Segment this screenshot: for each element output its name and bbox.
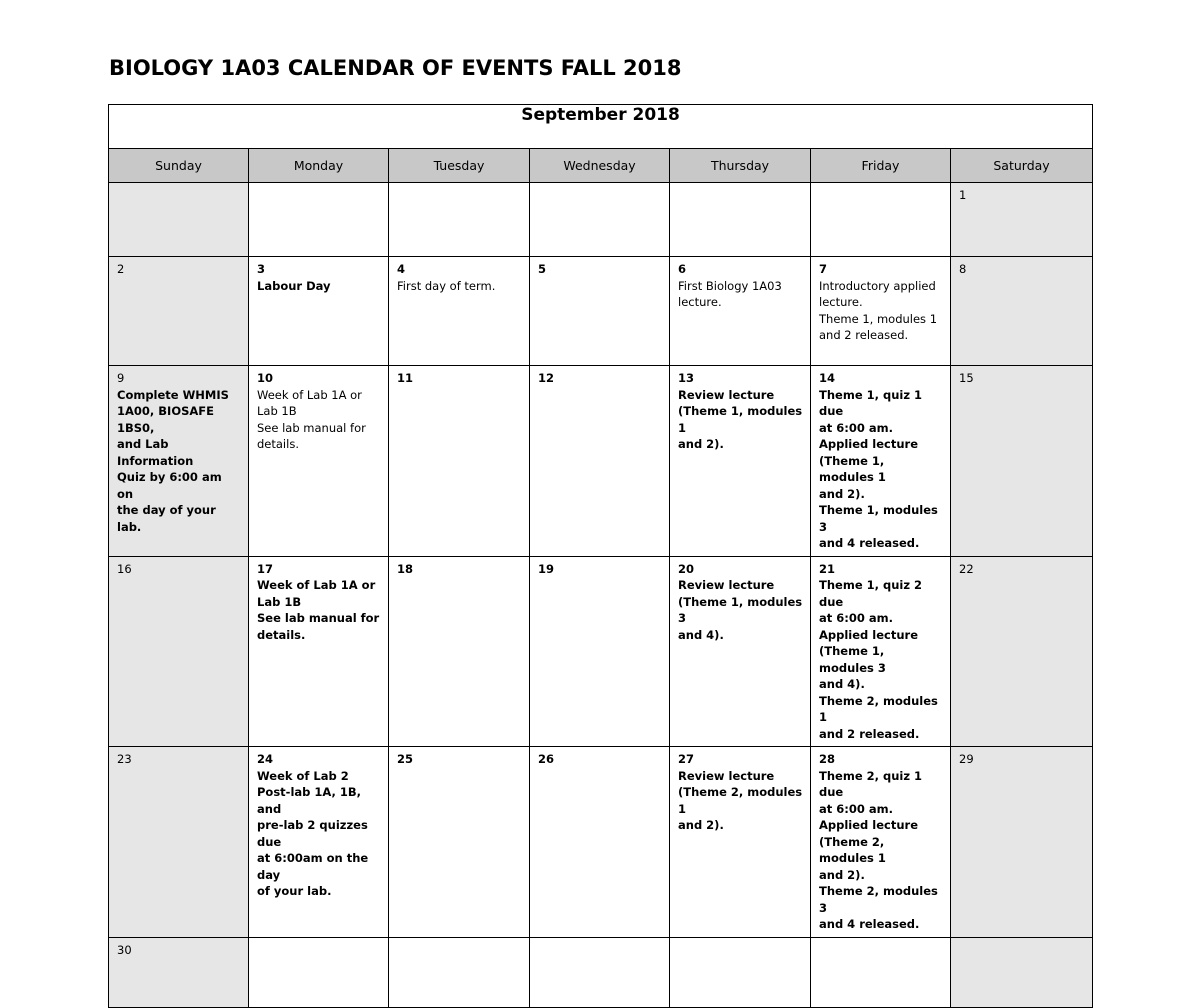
calendar-day-cell (109, 257, 249, 366)
calendar-day-cell (811, 183, 951, 257)
calendar-day-cell (249, 556, 389, 747)
day-events: First Biology 1A03 lecture. (678, 278, 782, 309)
calendar-day-cell (109, 937, 249, 1007)
calendar-day-cell (670, 747, 811, 938)
day-number: 8 (959, 262, 967, 276)
calendar-day-cell (670, 366, 811, 557)
calendar-day-cell (530, 366, 670, 557)
day-number: 10 (257, 371, 274, 385)
calendar-day-cell (109, 366, 249, 557)
calendar-day-cell (389, 937, 530, 1007)
calendar-day-cell (951, 366, 1093, 557)
month-title: September 2018 (109, 105, 1093, 149)
day-number: 17 (257, 561, 274, 576)
calendar-day-cell (389, 366, 530, 557)
calendar-day-cell (951, 556, 1093, 747)
calendar-day-cell (249, 257, 389, 366)
calendar-week-row (109, 183, 1093, 257)
day-number: 21 (819, 561, 836, 576)
calendar-day-cell (670, 183, 811, 257)
day-number: 5 (538, 262, 547, 276)
calendar-day-cell (109, 183, 249, 257)
day-number: 26 (538, 752, 555, 766)
weekday-header-sunday: Sunday (109, 149, 249, 183)
day-number: 13 (678, 371, 695, 385)
day-events: Theme 1, quiz 1 due at 6:00 am. Applied lecture (Theme 1, modules 1 and 2). Theme 1, modules 3 and 4 released. (819, 387, 938, 550)
day-number: 28 (819, 752, 836, 766)
calendar-week-row (109, 257, 1093, 366)
day-events: Theme 1, quiz 2 due at 6:00 am. Applied lecture (Theme 1, modules 3 and 4). Theme 2, modules 1 and 2 released. (819, 578, 938, 741)
calendar-day-cell (109, 556, 249, 747)
page-title: BIOLOGY 1A03 CALENDAR OF EVENTS FALL 2018 (109, 56, 682, 80)
calendar-day-cell (389, 257, 530, 366)
calendar-day-cell (951, 257, 1093, 366)
day-events: Complete WHMIS 1A00, BIOSAFE 1BS0, and Lab Information Quiz by 6:00 am on the day of your lab. (117, 387, 229, 534)
calendar-day-cell (811, 556, 951, 747)
day-events: Review lecture (Theme 2, modules 1 and 2). (678, 768, 803, 832)
day-events: Week of Lab 2 Post-lab 1A, 1B, and pre-lab 2 quizzes due at 6:00am on the day of your lab. (257, 768, 369, 898)
day-number: 19 (538, 561, 555, 576)
calendar-day-cell (811, 366, 951, 557)
calendar-day-cell (530, 747, 670, 938)
day-events: First day of term. (397, 278, 496, 293)
day-events: Review lecture (Theme 1, modules 3 and 4). (678, 578, 803, 642)
calendar-day-cell (249, 183, 389, 257)
day-events: Theme 2, quiz 1 due at 6:00 am. Applied lecture (Theme 2, modules 1 and 2). Theme 2, modules 3 and 4 released. (819, 768, 938, 931)
calendar-day-cell (530, 183, 670, 257)
calendar-week-row (109, 937, 1093, 1007)
calendar-day-cell (389, 556, 530, 747)
day-number: 12 (538, 371, 555, 385)
calendar-day-cell (389, 183, 530, 257)
calendar-week-row (109, 366, 1093, 557)
calendar-day-cell (249, 747, 389, 938)
day-events: Week of Lab 1A or Lab 1B See lab manual for details. (257, 578, 380, 642)
day-number: 23 (117, 752, 132, 766)
calendar-day-cell (249, 937, 389, 1007)
weekday-header-thursday: Thursday (670, 149, 811, 183)
weekday-header-wednesday: Wednesday (530, 149, 670, 183)
day-number: 4 (397, 262, 406, 276)
calendar-week-row (109, 747, 1093, 938)
calendar-day-cell (109, 747, 249, 938)
day-number: 20 (678, 561, 695, 576)
day-number: 15 (959, 371, 974, 385)
day-number: 1 (959, 188, 967, 202)
calendar-day-cell (670, 937, 811, 1007)
day-number: 11 (397, 371, 414, 385)
calendar-day-cell (811, 257, 951, 366)
calendar-day-cell (951, 937, 1093, 1007)
day-events: Review lecture (Theme 1, modules 1 and 2). (678, 387, 803, 451)
weekday-header-tuesday: Tuesday (389, 149, 530, 183)
calendar-day-cell (530, 937, 670, 1007)
calendar-day-cell (951, 747, 1093, 938)
day-number: 2 (117, 262, 125, 276)
day-events: Introductory applied lecture. Theme 1, modules 1 and 2 released. (819, 278, 938, 342)
calendar-day-cell (951, 183, 1093, 257)
calendar-day-cell (530, 556, 670, 747)
day-events: Labour Day (257, 278, 331, 293)
weekday-header-friday: Friday (811, 149, 951, 183)
weekday-header-monday: Monday (249, 149, 389, 183)
day-number: 7 (819, 262, 828, 276)
day-events: Week of Lab 1A or Lab 1B See lab manual for details. (257, 387, 366, 451)
day-number: 9 (117, 371, 125, 385)
day-number: 6 (678, 262, 687, 276)
calendar-day-cell (530, 257, 670, 366)
calendar-day-cell (670, 257, 811, 366)
calendar-day-cell (670, 556, 811, 747)
day-number: 27 (678, 752, 695, 766)
calendar-table (108, 104, 1093, 1008)
day-number: 22 (959, 561, 974, 576)
day-number: 18 (397, 561, 414, 576)
day-number: 24 (257, 752, 274, 766)
calendar-day-cell (811, 937, 951, 1007)
weekday-header-saturday: Saturday (951, 149, 1093, 183)
day-number: 16 (117, 561, 132, 576)
day-number: 30 (117, 942, 132, 957)
calendar-week-row (109, 556, 1093, 747)
day-number: 14 (819, 371, 836, 385)
calendar-day-cell (389, 747, 530, 938)
calendar-day-cell (249, 366, 389, 557)
day-number: 29 (959, 752, 974, 766)
day-number: 3 (257, 262, 266, 276)
calendar-day-cell (811, 747, 951, 938)
day-number: 25 (397, 752, 414, 766)
